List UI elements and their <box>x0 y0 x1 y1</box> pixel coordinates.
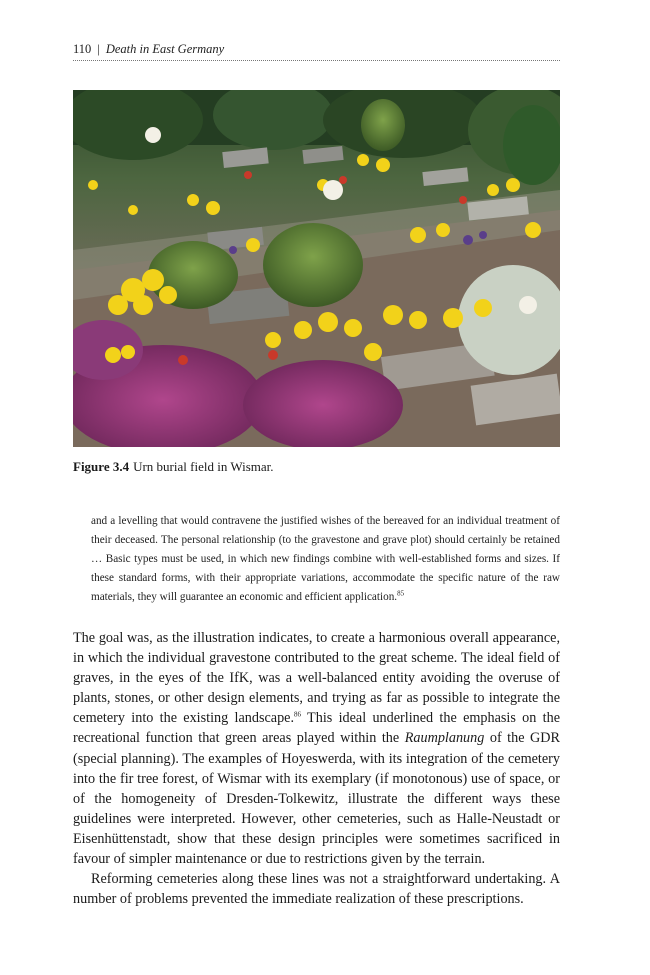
footnote-ref: 86 <box>294 710 302 719</box>
block-quote <box>91 512 560 607</box>
figure-label: Figure 3.4 <box>73 459 130 474</box>
book-title: Death in East Germany <box>105 42 225 56</box>
running-head-separator: | <box>97 42 100 56</box>
footnote-ref: 85 <box>397 589 405 598</box>
body-text <box>73 628 560 909</box>
page-number: 110 <box>73 42 92 56</box>
running-head <box>73 40 560 61</box>
paragraph <box>73 628 560 869</box>
quote-text: and a levelling that would contravene the justified wishes of the bereaved for an individual treatment of their deceased. The personal relationship (to the gravestone and grave plot) should certainly be retained … Basic types must be used, in which new findings combine with well-established forms and sizes. If these standard forms, with their appropriate variations, accommodate the specific nature of the raw materials, they will guarantee an economic and efficient application. <box>91 515 560 603</box>
paragraph-text: The goal was, as the illustration indicates, to create a harmonious overall appearance, in which the individual gravestone contributed to the great scheme. The ideal field of graves, in the eyes of the IfK, was a well-balanced entity avoiding the overuse of plants, stones, or other design elements, and trying as far as possible to integrate the cemetery into the existing landscape. <box>73 630 560 727</box>
figure-photo <box>73 90 560 447</box>
figure-caption-text: Urn burial field in Wismar. <box>133 459 274 474</box>
italic-term: Raumplanung <box>404 730 485 747</box>
paragraph: Reforming cemeteries along these lines was not a straightforward undertaking. A number of problems prevented the immediate realization of these prescriptions. <box>73 871 560 908</box>
urn-burial-field-photo <box>73 90 560 447</box>
paragraph-text: This ideal underlined the emphasis on the recreational function that green areas played within the <box>73 710 560 747</box>
paragraph-text: of the GDR (special planning). The examples of Hoyeswerda, with its integration of the cemetery into the fir tree forest, of Wismar with its exemplary (if monotonous) use of space, or of the homogeneity of Dresden-Tolkewitz, illustrate the different ways these guidelines were interpreted. However, other cemeteries, such as Halle-Neustadt or Eisenhüttenstadt, show that these design principles were sometimes sacrificed in favour of simpler maintenance or due to restrictions given by the terrain. <box>73 730 560 868</box>
figure-caption <box>73 458 560 476</box>
